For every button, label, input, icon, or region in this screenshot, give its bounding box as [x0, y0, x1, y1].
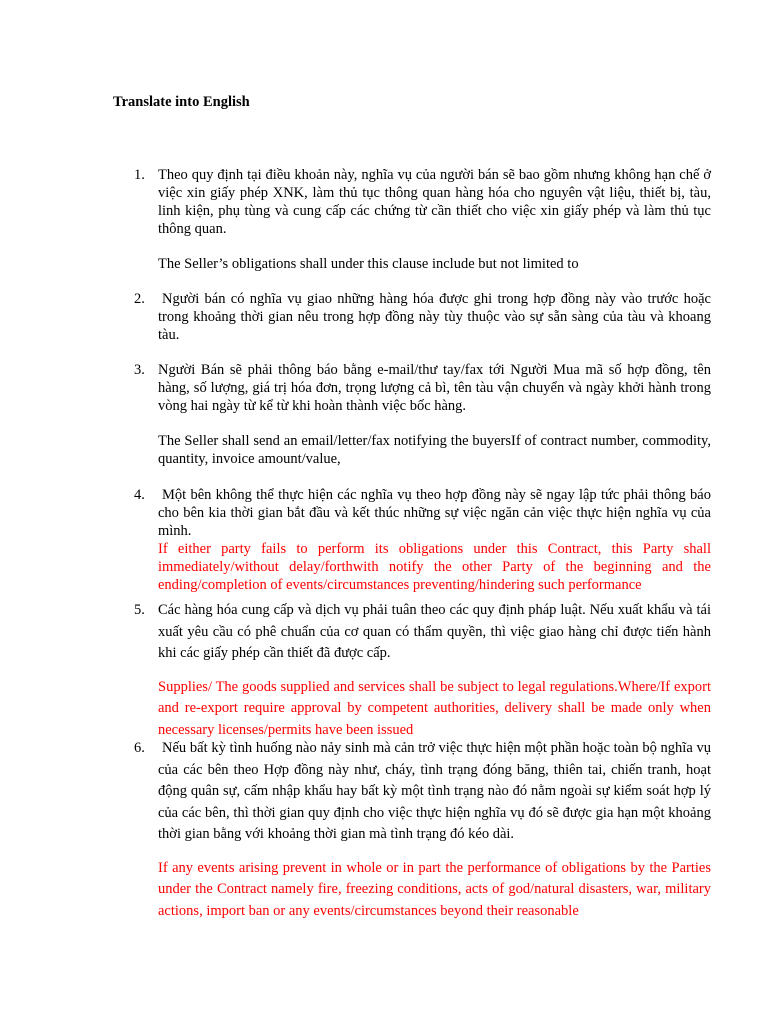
- item-english-translation: The Seller shall send an email/letter/fax notifying the buyersIf of contract number, commodity, quantity, invoice amount/value,: [158, 433, 711, 467]
- list-item-1: [112, 166, 712, 273]
- list-item-6: [112, 738, 712, 922]
- item-vietnamese-text: Nếu bất kỳ tình huống nào nảy sinh mà cản trở việc thực hiện một phần hoặc toàn bộ nghĩa vụ của các bên theo Hợp đồng này như, cháy, tình trạng đóng băng, thiên tai, chiến tranh, hoạt động quân sự, cấm nhập khẩu hay bất kỳ một tình trạng nào đó nằm ngoài sự kiểm soát hợp lý của các bên, thì thời gian quy định cho việc thực hiện nghĩa vụ đó sẽ được gia hạn một khoảng thời gian bằng với khoảng thời gian mà tình trạng đó kéo dài.: [158, 740, 711, 842]
- list-item-4: [112, 486, 712, 594]
- list-item-2: [112, 290, 712, 344]
- item-english-translation: If either party fails to perform its obligations under this Contract, this Party shall immediately/without delay/forthwith notify the other Party of the beginning and the ending/completion of events/circumstances preventing/hindering such performance: [158, 541, 711, 593]
- document-title: Translate into English: [113, 94, 250, 110]
- list-item-5: [112, 600, 712, 741]
- item-number: 5.: [134, 602, 145, 618]
- item-number: 6.: [134, 740, 145, 756]
- item-vietnamese-text: Các hàng hóa cung cấp và dịch vụ phải tuân theo các quy định pháp luật. Nếu xuất khẩu và tái xuất yêu cầu có phê chuẩn của cơ quan có thẩm quyền, thì việc giao hàng chỉ được tiến hành khi các giấy phép cần thiết đã được cấp.: [158, 602, 711, 661]
- item-number: 2.: [134, 291, 145, 307]
- item-english-translation: Supplies/ The goods supplied and services shall be subject to legal regulations.Where/If export and re-export require approval by competent authorities, delivery shall be made only when necessary licenses/permits have been issued: [158, 678, 711, 738]
- item-number: 3.: [134, 362, 145, 378]
- item-vietnamese-text: Người Bán sẽ phải thông báo bằng e-mail/thư tay/fax tới Người Mua mã số hợp đồng, tên hàng, số lượng, giá trị hóa đơn, trọng lượng cả bì, tên tàu vận chuyển và ngày khởi hành trong vòng hai ngày từ kể từ khi hoàn thành việc bốc hàng.: [158, 362, 711, 414]
- item-number: 1.: [134, 167, 145, 183]
- item-english-translation: If any events arising prevent in whole or in part the performance of obligations by the Parties under the Contract namely fire, freezing conditions, acts of god/natural disasters, war, military actions, import ban or any events/circumstances beyond their reasonable: [158, 859, 711, 919]
- item-vietnamese-text: Theo quy định tại điều khoản này, nghĩa vụ của người bán sẽ bao gồm nhưng không hạn chế ở việc xin giấy phép XNK, làm thủ tục thông quan hàng hóa cho nguyên vật liệu, thiết bị, tàu, linh kiện, phụ tùng và cung cấp các chứng từ cần thiết cho việc xin giấy phép và làm thủ tục thông quan.: [158, 167, 711, 237]
- item-vietnamese-text: Người bán có nghĩa vụ giao những hàng hóa được ghi trong hợp đồng này vào trước hoặc trong khoảng thời gian nêu trong hợp đồng này tùy thuộc vào sự sẵn sàng của tàu và khoang tàu.: [158, 291, 711, 343]
- item-number: 4.: [134, 487, 145, 503]
- item-vietnamese-text: Một bên không thể thực hiện các nghĩa vụ theo hợp đồng này sẽ ngay lập tức phải thông báo cho bên kia thời gian bắt đầu và kết thúc những sự việc ngăn cản việc thực hiện nghĩa vụ của mình.: [158, 487, 711, 539]
- list-item-3: [112, 361, 712, 468]
- item-english-translation: The Seller’s obligations shall under this clause include but not limited to: [158, 256, 579, 272]
